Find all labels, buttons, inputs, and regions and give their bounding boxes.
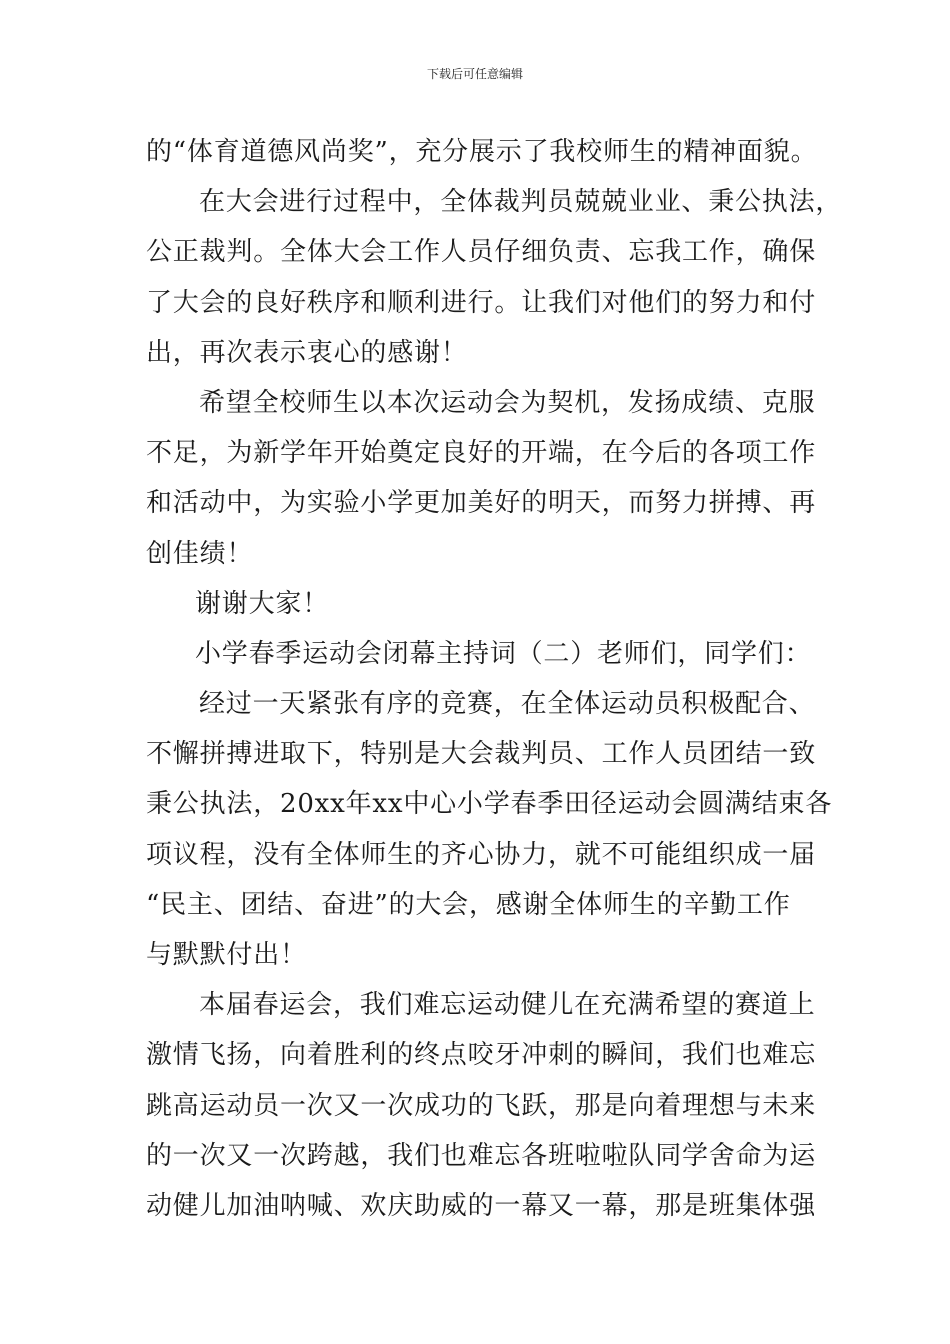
- text-line: 谢谢大家！: [195, 588, 330, 619]
- text-line: 公正裁判。全体大会工作人员仔细负责、忘我工作，确保: [146, 237, 817, 268]
- text-line: 与默默付出！: [146, 940, 307, 970]
- document-body: [146, 127, 843, 1231]
- text-line: 激情飞扬，向着胜利的终点咬牙冲刺的瞬间，我们也难忘: [146, 1040, 817, 1071]
- text-line: 动健儿加油呐喊、欢庆助威的一幕又一幕，那是班集体强: [146, 1190, 817, 1221]
- text-line: 秉公执法，20xx年xx中心小学春季田径运动会圆满结束各: [146, 789, 833, 820]
- text-line: 不懈拼搏进取下，特别是大会裁判员、工作人员团结一致: [146, 739, 817, 770]
- text-line: 出，再次表示衷心的感谢！: [146, 337, 468, 368]
- text-line: 本届春运会，我们难忘运动健儿在充满希望的赛道上: [199, 990, 816, 1021]
- text-line: 和活动中，为实验小学更加美好的明天，而努力拼搏、再: [146, 488, 817, 519]
- text-line: 跳高运动员一次又一次成功的飞跃，那是向着理想与未来: [146, 1090, 817, 1121]
- text-line: 经过一天紧张有序的竞赛，在全体运动员积极配合、: [199, 689, 816, 720]
- text-line: 项议程，没有全体师生的齐心协力，就不可能组织成一届: [146, 839, 817, 870]
- text-line: 不足，为新学年开始奠定良好的开端，在今后的各项工作: [146, 438, 817, 469]
- text-line: 在大会进行过程中，全体裁判员兢兢业业、秉公执法，: [199, 187, 843, 218]
- text-line: “民主、团结、奋进”的大会，感谢全体师生的辛勤工作: [146, 889, 791, 920]
- text-line: 的一次又一次跨越，我们也难忘各班啦啦队同学舍命为运: [146, 1140, 817, 1171]
- page-header: 下载后可任意编辑: [426, 67, 523, 81]
- text-line: 了大会的良好秩序和顺利进行。让我们对他们的努力和付: [146, 287, 817, 318]
- text-line: 的“体育道德风尚奖”，充分展示了我校师生的精神面貌。: [146, 137, 818, 167]
- text-line: 小学春季运动会闭幕主持词（二）老师们，同学们：: [195, 638, 812, 669]
- text-line: 希望全校师生以本次运动会为契机，发扬成绩、克服: [199, 387, 816, 418]
- text-line: 创佳绩！: [146, 538, 254, 569]
